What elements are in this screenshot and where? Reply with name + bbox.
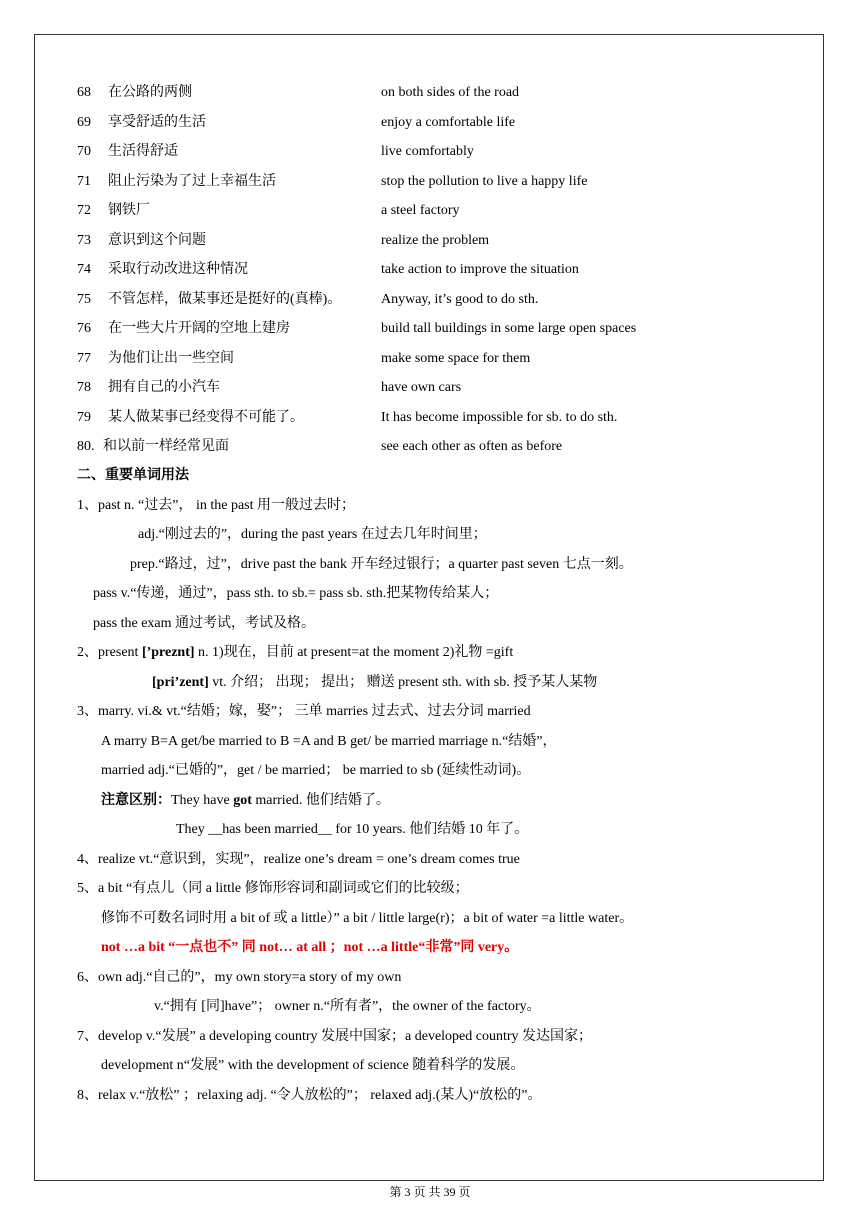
entry-present-1 xyxy=(77,644,513,662)
entry-note-1 xyxy=(101,792,390,810)
phrase-number: 71 xyxy=(77,174,91,189)
phrase-chinese: 某人做某事已经变得不可能了。 xyxy=(108,410,304,425)
phrase-chinese: 不管怎样，做某事还是挺好的(真棒)。 xyxy=(108,292,342,307)
phrase-chinese: 意识到这个问题 xyxy=(108,233,206,248)
phrase-number: 68 xyxy=(77,85,91,100)
phrase-number: 76 xyxy=(77,321,91,336)
section-title: 二、重要单词用法 xyxy=(77,468,189,483)
phrase-chinese: 阻止污染为了过上幸福生活 xyxy=(108,174,276,189)
phrase-number: 72 xyxy=(77,203,91,218)
present-word: 2、present xyxy=(77,645,142,660)
phrase-english: have own cars xyxy=(381,380,462,395)
note-text-a: They have xyxy=(171,793,234,808)
entry-own-2: v.“拥有 [同]have”； owner n.“所有者”，the owner of the factory。 xyxy=(154,999,541,1014)
phrase-number: 73 xyxy=(77,233,91,248)
phrase-english: live comfortably xyxy=(381,144,474,159)
note-text-got: got xyxy=(233,793,252,808)
phrase-english: enjoy a comfortable life xyxy=(381,115,516,130)
entry-marry-3: married adj.“已婚的”，get / be married； be married to sb (延续性动词)。 xyxy=(101,763,531,778)
entry-pass-2: pass the exam 通过考试，考试及格。 xyxy=(93,616,316,631)
entry-realize: 4、realize vt.“意识到，实现”，realize one’s dream = one’s dream comes true xyxy=(77,852,520,867)
phrase-english: make some space for them xyxy=(381,351,531,366)
phrase-chinese: 为他们让出一些空间 xyxy=(108,351,234,366)
present-noun-meaning: n. 1)现在，目前 at present=at the moment 2)礼物 =gift xyxy=(194,645,514,660)
phrase-number: 69 xyxy=(77,115,91,130)
phrase-chinese: 享受舒适的生活 xyxy=(108,115,206,130)
phrase-chinese: 钢铁厂 xyxy=(108,203,150,218)
phrase-number: 70 xyxy=(77,144,91,159)
phrase-english: a steel factory xyxy=(381,203,460,218)
entry-past-3: prep.“路过，过”，drive past the bank 开车经过银行；a quarter past seven 七点一刻。 xyxy=(130,557,633,572)
phrase-english: see each other as often as before xyxy=(381,439,563,454)
phrase-chinese: 在一些大片开阔的空地上建房 xyxy=(108,321,290,336)
entry-present-2 xyxy=(152,674,597,692)
phrase-english: build tall buildings in some large open spaces xyxy=(381,321,637,336)
entry-develop-1: 7、develop v.“发展” a developing country 发展中国家；a developed country 发达国家； xyxy=(77,1029,593,1044)
phrase-english: take action to improve the situation xyxy=(381,262,579,277)
phrase-chinese: 采取行动改进这种情况 xyxy=(108,262,248,277)
entry-marry-2: A marry B=A get/be married to B =A and B get/ be married marriage n.“结婚”， xyxy=(101,734,557,749)
phrase-number: 74 xyxy=(77,262,91,277)
phrase-number: 75 xyxy=(77,292,91,307)
present-phonetic-noun: [’preznt] xyxy=(141,645,195,660)
entry-own-1: 6、own adj.“自己的”，my own story=a story of my own xyxy=(77,970,402,985)
present-verb-meaning: vt. 介绍； 出现； 提出； 赠送 present sth. with sb. 授予某人某物 xyxy=(208,675,598,690)
entry-develop-2: development n“发展” with the development of science 随着科学的发展。 xyxy=(101,1058,525,1073)
entry-abit-1: 5、a bit “有点儿（同 a little 修饰形容词和副词或它们的比较级； xyxy=(77,881,469,896)
phrase-number: 78 xyxy=(77,380,91,395)
note-label: 注意区别： xyxy=(101,793,171,808)
phrase-number: 79 xyxy=(77,410,91,425)
present-phonetic-verb: [pri’zent] xyxy=(152,675,209,690)
note-text-c: married. 他们结婚了。 xyxy=(251,793,390,808)
phrase-number: 77 xyxy=(77,351,91,366)
phrase-chinese: 和以前一样经常见面 xyxy=(103,439,229,454)
phrase-english: Anyway, it’s good to do sth. xyxy=(381,292,539,307)
phrase-english: stop the pollution to live a happy life xyxy=(381,174,588,189)
phrase-english: on both sides of the road xyxy=(381,85,520,100)
entry-marry-1: 3、marry. vi.& vt.“结婚；嫁，娶”； 三单 marries 过去式、过去分词 married xyxy=(77,704,531,719)
phrase-chinese: 拥有自己的小汽车 xyxy=(108,380,220,395)
phrase-number: 80. xyxy=(77,439,95,454)
entry-pass-1: pass v.“传递，通过”，pass sth. to sb.= pass sb. sth.把某物传给某人； xyxy=(93,586,499,601)
phrase-english: realize the problem xyxy=(381,233,490,248)
entry-abit-2: 修饰不可数名词时用 a bit of 或 a little）” a bit / little large(r)；a bit of water =a little water。 xyxy=(101,911,634,926)
phrase-english: It has become impossible for sb. to do sth. xyxy=(381,410,618,425)
entry-past-1: 1、past n. “过去”， in the past 用一般过去时； xyxy=(77,498,356,513)
phrase-chinese: 生活得舒适 xyxy=(108,144,178,159)
entry-relax: 8、relax v.“放松” ；relaxing adj. “令人放松的”； relaxed adj.(某人)“放松的”。 xyxy=(77,1088,542,1103)
entry-abit-highlight: not …a bit “一点也不” 同 not… at all ；not …a little“非常”同 very。 xyxy=(101,940,519,955)
phrase-chinese: 在公路的两侧 xyxy=(108,85,192,100)
entry-past-2: adj.“刚过去的”，during the past years 在过去几年时间里； xyxy=(138,527,487,542)
entry-note-2: They __has been married__ for 10 years. 他们结婚 10 年了。 xyxy=(176,822,529,837)
page-footer: 第 3 页 共 39 页 xyxy=(389,1185,471,1199)
